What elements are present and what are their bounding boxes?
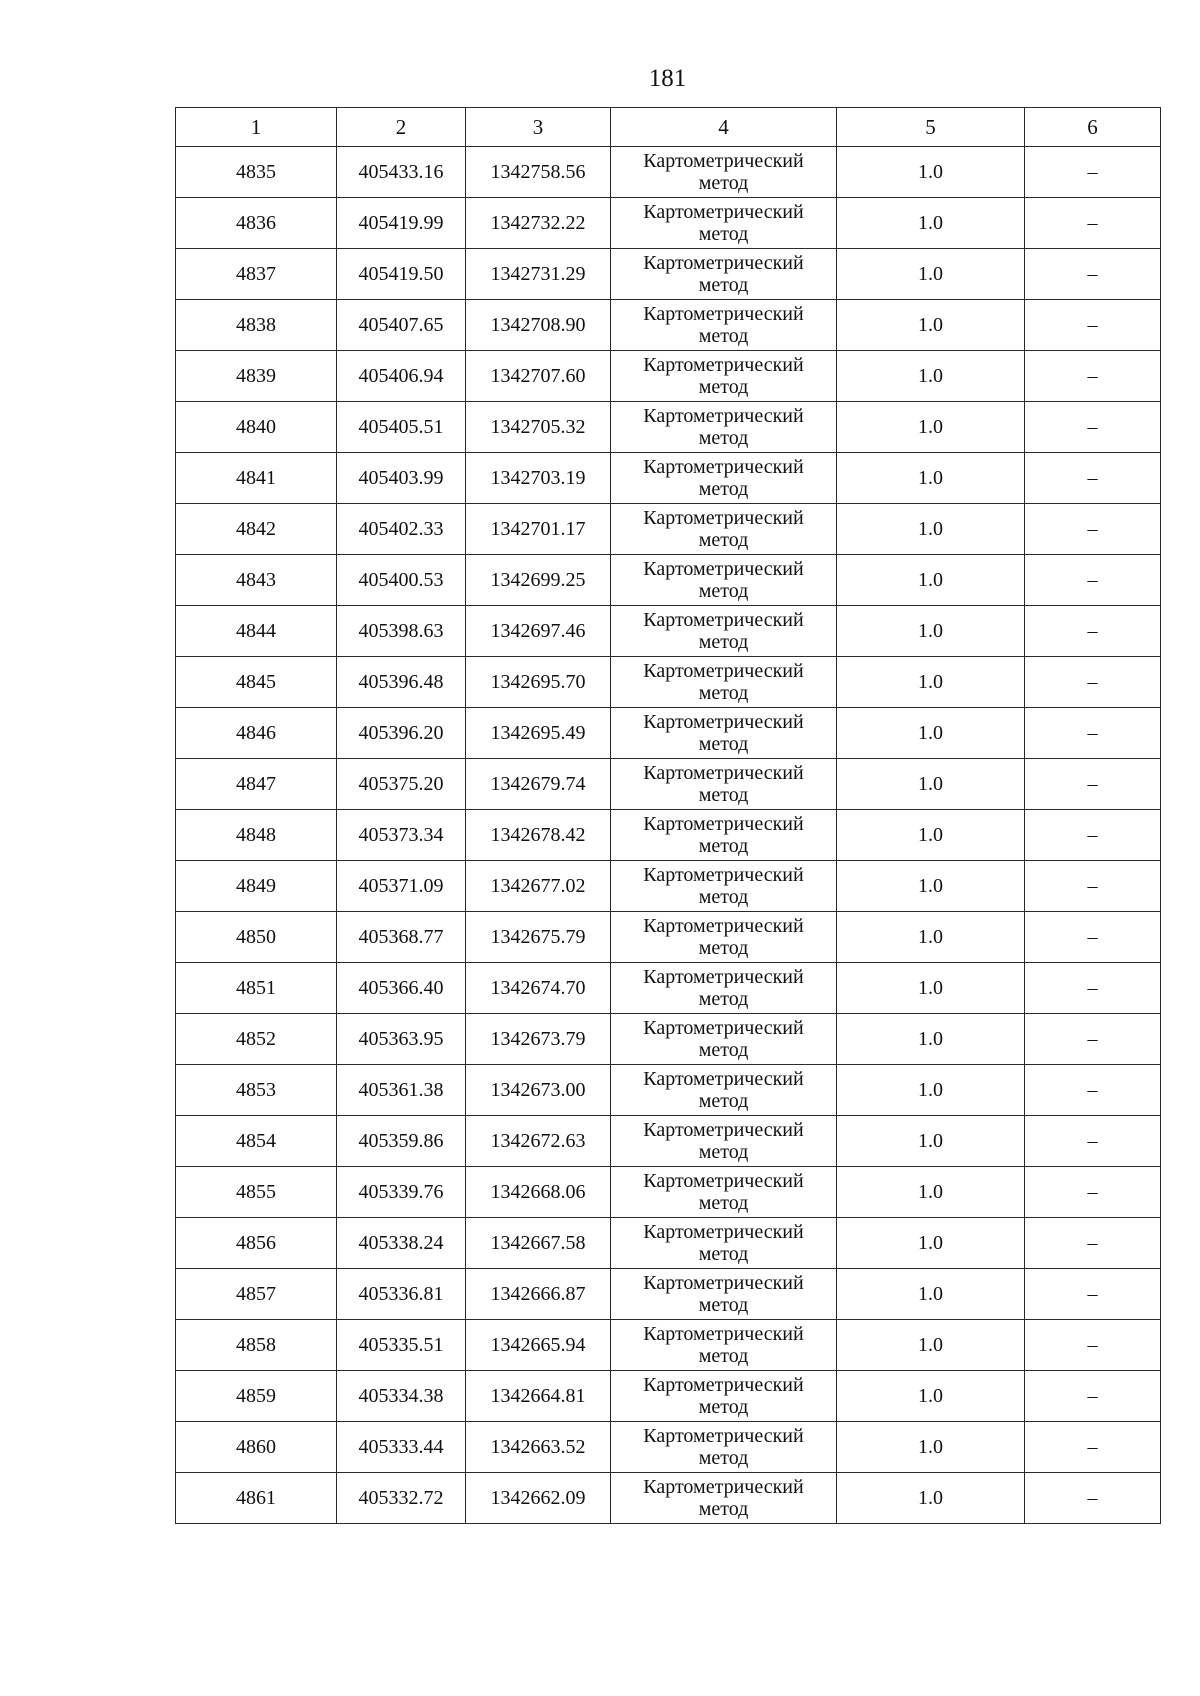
method-line-2: метод [698, 529, 749, 551]
y-coordinate-cell: 1342731.29 [466, 249, 611, 300]
table-row [176, 198, 1161, 249]
y-coordinate-cell: 1342679.74 [466, 759, 611, 810]
accuracy-cell: 1.0 [837, 1371, 1025, 1422]
accuracy-cell: 1.0 [837, 555, 1025, 606]
column-header-1: 1 [176, 108, 337, 147]
accuracy-cell: 1.0 [837, 1473, 1025, 1524]
accuracy-cell: 1.0 [837, 1116, 1025, 1167]
table-row [176, 1320, 1161, 1371]
method-line-1: Картометрический [643, 813, 804, 835]
accuracy-cell: 1.0 [837, 147, 1025, 198]
note-cell: – [1025, 1320, 1161, 1371]
method-line-2: метод [698, 580, 749, 602]
table-row [176, 249, 1161, 300]
point-number-cell: 4839 [176, 351, 337, 402]
table-row [176, 861, 1161, 912]
column-header-2: 2 [337, 108, 466, 147]
point-number-cell: 4835 [176, 147, 337, 198]
point-number-cell: 4854 [176, 1116, 337, 1167]
y-coordinate-cell: 1342701.17 [466, 504, 611, 555]
x-coordinate-cell: 405396.48 [337, 657, 466, 708]
y-coordinate-cell: 1342664.81 [466, 1371, 611, 1422]
y-coordinate-cell: 1342677.02 [466, 861, 611, 912]
method-line-2: метод [698, 172, 749, 194]
point-number-cell: 4843 [176, 555, 337, 606]
y-coordinate-cell: 1342695.49 [466, 708, 611, 759]
method-cell [611, 1473, 837, 1524]
note-cell: – [1025, 402, 1161, 453]
note-cell: – [1025, 912, 1161, 963]
note-cell: – [1025, 504, 1161, 555]
point-number-cell: 4841 [176, 453, 337, 504]
accuracy-cell: 1.0 [837, 759, 1025, 810]
method-cell [611, 300, 837, 351]
x-coordinate-cell: 405419.99 [337, 198, 466, 249]
method-line-2: метод [698, 733, 749, 755]
accuracy-cell: 1.0 [837, 1218, 1025, 1269]
method-line-2: метод [698, 478, 749, 500]
note-cell: – [1025, 1422, 1161, 1473]
note-cell: – [1025, 1116, 1161, 1167]
point-number-cell: 4844 [176, 606, 337, 657]
method-cell [611, 1320, 837, 1371]
accuracy-cell: 1.0 [837, 606, 1025, 657]
y-coordinate-cell: 1342707.60 [466, 351, 611, 402]
method-cell [611, 810, 837, 861]
note-cell: – [1025, 453, 1161, 504]
table-row [176, 657, 1161, 708]
page-number: 181 [648, 65, 687, 92]
method-cell [611, 861, 837, 912]
point-number-cell: 4859 [176, 1371, 337, 1422]
x-coordinate-cell: 405336.81 [337, 1269, 466, 1320]
point-number-cell: 4858 [176, 1320, 337, 1371]
note-cell: – [1025, 1473, 1161, 1524]
accuracy-cell: 1.0 [837, 963, 1025, 1014]
y-coordinate-cell: 1342708.90 [466, 300, 611, 351]
table-row [176, 147, 1161, 198]
method-line-2: метод [698, 1192, 749, 1214]
method-line-2: метод [698, 325, 749, 347]
method-cell [611, 1269, 837, 1320]
point-number-cell: 4853 [176, 1065, 337, 1116]
method-line-1: Картометрический [643, 762, 804, 784]
method-line-2: метод [698, 376, 749, 398]
method-line-2: метод [698, 1396, 749, 1418]
method-cell [611, 198, 837, 249]
method-cell [611, 504, 837, 555]
note-cell: – [1025, 606, 1161, 657]
x-coordinate-cell: 405363.95 [337, 1014, 466, 1065]
y-coordinate-cell: 1342697.46 [466, 606, 611, 657]
method-line-2: метод [698, 1345, 749, 1367]
method-cell [611, 147, 837, 198]
x-coordinate-cell: 405368.77 [337, 912, 466, 963]
note-cell: – [1025, 963, 1161, 1014]
note-cell: – [1025, 759, 1161, 810]
table-row [176, 963, 1161, 1014]
method-line-1: Картометрический [643, 201, 804, 223]
method-line-1: Картометрический [643, 864, 804, 886]
method-line-2: метод [698, 1294, 749, 1316]
accuracy-cell: 1.0 [837, 657, 1025, 708]
x-coordinate-cell: 405338.24 [337, 1218, 466, 1269]
method-line-1: Картометрический [643, 1476, 804, 1498]
accuracy-cell: 1.0 [837, 300, 1025, 351]
method-line-2: метод [698, 1039, 749, 1061]
table-row [176, 351, 1161, 402]
method-line-2: метод [698, 274, 749, 296]
method-line-1: Картометрический [643, 609, 804, 631]
point-number-cell: 4836 [176, 198, 337, 249]
x-coordinate-cell: 405371.09 [337, 861, 466, 912]
table-row [176, 1014, 1161, 1065]
point-number-cell: 4837 [176, 249, 337, 300]
method-line-2: метод [698, 784, 749, 806]
method-line-1: Картометрический [643, 354, 804, 376]
y-coordinate-cell: 1342678.42 [466, 810, 611, 861]
table-row [176, 1371, 1161, 1422]
accuracy-cell: 1.0 [837, 1269, 1025, 1320]
method-cell [611, 1116, 837, 1167]
x-coordinate-cell: 405359.86 [337, 1116, 466, 1167]
table-row [176, 810, 1161, 861]
x-coordinate-cell: 405433.16 [337, 147, 466, 198]
method-line-2: метод [698, 1498, 749, 1520]
x-coordinate-cell: 405398.63 [337, 606, 466, 657]
method-line-2: метод [698, 1447, 749, 1469]
method-line-1: Картометрический [643, 252, 804, 274]
table-row [176, 1116, 1161, 1167]
y-coordinate-cell: 1342675.79 [466, 912, 611, 963]
x-coordinate-cell: 405403.99 [337, 453, 466, 504]
method-line-1: Картометрический [643, 456, 804, 478]
table-row [176, 453, 1161, 504]
x-coordinate-cell: 405335.51 [337, 1320, 466, 1371]
table-body [176, 147, 1161, 1524]
method-cell [611, 1065, 837, 1116]
accuracy-cell: 1.0 [837, 402, 1025, 453]
accuracy-cell: 1.0 [837, 249, 1025, 300]
accuracy-cell: 1.0 [837, 810, 1025, 861]
note-cell: – [1025, 1218, 1161, 1269]
accuracy-cell: 1.0 [837, 708, 1025, 759]
y-coordinate-cell: 1342665.94 [466, 1320, 611, 1371]
method-cell [611, 453, 837, 504]
method-line-1: Картометрический [643, 303, 804, 325]
table-row [176, 1422, 1161, 1473]
table-row [176, 1065, 1161, 1116]
point-number-cell: 4855 [176, 1167, 337, 1218]
point-number-cell: 4840 [176, 402, 337, 453]
column-header-6: 6 [1025, 108, 1161, 147]
method-line-2: метод [698, 937, 749, 959]
method-cell [611, 1167, 837, 1218]
note-cell: – [1025, 861, 1161, 912]
note-cell: – [1025, 1371, 1161, 1422]
method-line-2: метод [698, 1090, 749, 1112]
table-row [176, 504, 1161, 555]
point-number-cell: 4838 [176, 300, 337, 351]
method-line-1: Картометрический [643, 405, 804, 427]
note-cell: – [1025, 1065, 1161, 1116]
accuracy-cell: 1.0 [837, 1065, 1025, 1116]
method-line-1: Картометрический [643, 1221, 804, 1243]
note-cell: – [1025, 1167, 1161, 1218]
y-coordinate-cell: 1342705.32 [466, 402, 611, 453]
table-row [176, 1473, 1161, 1524]
y-coordinate-cell: 1342672.63 [466, 1116, 611, 1167]
note-cell: – [1025, 810, 1161, 861]
x-coordinate-cell: 405334.38 [337, 1371, 466, 1422]
table-row [176, 708, 1161, 759]
method-line-1: Картометрический [643, 1170, 804, 1192]
column-header-4: 4 [611, 108, 837, 147]
x-coordinate-cell: 405366.40 [337, 963, 466, 1014]
x-coordinate-cell: 405373.34 [337, 810, 466, 861]
table-row [176, 555, 1161, 606]
method-line-2: метод [698, 988, 749, 1010]
method-cell [611, 657, 837, 708]
table-row [176, 912, 1161, 963]
method-line-1: Картометрический [643, 558, 804, 580]
note-cell: – [1025, 249, 1161, 300]
x-coordinate-cell: 405375.20 [337, 759, 466, 810]
method-line-1: Картометрический [643, 1068, 804, 1090]
accuracy-cell: 1.0 [837, 861, 1025, 912]
table-row [176, 402, 1161, 453]
method-line-2: метод [698, 1243, 749, 1265]
table-header-row [176, 108, 1161, 147]
method-line-2: метод [698, 427, 749, 449]
y-coordinate-cell: 1342666.87 [466, 1269, 611, 1320]
x-coordinate-cell: 405333.44 [337, 1422, 466, 1473]
note-cell: – [1025, 1269, 1161, 1320]
accuracy-cell: 1.0 [837, 1014, 1025, 1065]
point-number-cell: 4852 [176, 1014, 337, 1065]
point-number-cell: 4847 [176, 759, 337, 810]
method-line-2: метод [698, 223, 749, 245]
method-cell [611, 759, 837, 810]
point-number-cell: 4846 [176, 708, 337, 759]
point-number-cell: 4851 [176, 963, 337, 1014]
x-coordinate-cell: 405405.51 [337, 402, 466, 453]
method-cell [611, 249, 837, 300]
note-cell: – [1025, 708, 1161, 759]
method-line-1: Картометрический [643, 1017, 804, 1039]
method-cell [611, 963, 837, 1014]
x-coordinate-cell: 405406.94 [337, 351, 466, 402]
method-cell [611, 606, 837, 657]
method-line-1: Картометрический [643, 150, 804, 172]
x-coordinate-cell: 405402.33 [337, 504, 466, 555]
y-coordinate-cell: 1342662.09 [466, 1473, 611, 1524]
point-number-cell: 4860 [176, 1422, 337, 1473]
method-line-1: Картометрический [643, 507, 804, 529]
table-row [176, 606, 1161, 657]
note-cell: – [1025, 198, 1161, 249]
x-coordinate-cell: 405407.65 [337, 300, 466, 351]
y-coordinate-cell: 1342703.19 [466, 453, 611, 504]
accuracy-cell: 1.0 [837, 453, 1025, 504]
accuracy-cell: 1.0 [837, 1422, 1025, 1473]
method-cell [611, 708, 837, 759]
column-header-3: 3 [466, 108, 611, 147]
accuracy-cell: 1.0 [837, 198, 1025, 249]
y-coordinate-cell: 1342663.52 [466, 1422, 611, 1473]
method-line-1: Картометрический [643, 1374, 804, 1396]
x-coordinate-cell: 405361.38 [337, 1065, 466, 1116]
y-coordinate-cell: 1342695.70 [466, 657, 611, 708]
accuracy-cell: 1.0 [837, 504, 1025, 555]
accuracy-cell: 1.0 [837, 351, 1025, 402]
method-line-2: метод [698, 835, 749, 857]
table-row [176, 1167, 1161, 1218]
method-line-2: метод [698, 886, 749, 908]
point-number-cell: 4845 [176, 657, 337, 708]
note-cell: – [1025, 657, 1161, 708]
note-cell: – [1025, 555, 1161, 606]
method-line-1: Картометрический [643, 915, 804, 937]
point-number-cell: 4861 [176, 1473, 337, 1524]
point-number-cell: 4849 [176, 861, 337, 912]
method-line-1: Картометрический [643, 1425, 804, 1447]
note-cell: – [1025, 147, 1161, 198]
y-coordinate-cell: 1342674.70 [466, 963, 611, 1014]
coordinates-table [175, 107, 1161, 1524]
y-coordinate-cell: 1342673.00 [466, 1065, 611, 1116]
x-coordinate-cell: 405332.72 [337, 1473, 466, 1524]
y-coordinate-cell: 1342758.56 [466, 147, 611, 198]
x-coordinate-cell: 405419.50 [337, 249, 466, 300]
point-number-cell: 4842 [176, 504, 337, 555]
method-cell [611, 1014, 837, 1065]
method-cell [611, 555, 837, 606]
method-cell [611, 912, 837, 963]
accuracy-cell: 1.0 [837, 1320, 1025, 1371]
method-line-2: метод [698, 631, 749, 653]
method-cell [611, 402, 837, 453]
note-cell: – [1025, 300, 1161, 351]
point-number-cell: 4857 [176, 1269, 337, 1320]
method-cell [611, 1218, 837, 1269]
y-coordinate-cell: 1342699.25 [466, 555, 611, 606]
method-line-1: Картометрический [643, 1119, 804, 1141]
table-row [176, 1269, 1161, 1320]
method-line-1: Картометрический [643, 1272, 804, 1294]
column-header-5: 5 [837, 108, 1025, 147]
point-number-cell: 4856 [176, 1218, 337, 1269]
method-cell [611, 1371, 837, 1422]
method-line-1: Картометрический [643, 966, 804, 988]
note-cell: – [1025, 351, 1161, 402]
table-row [176, 1218, 1161, 1269]
x-coordinate-cell: 405396.20 [337, 708, 466, 759]
method-line-2: метод [698, 682, 749, 704]
table-row [176, 300, 1161, 351]
accuracy-cell: 1.0 [837, 1167, 1025, 1218]
method-cell [611, 351, 837, 402]
note-cell: – [1025, 1014, 1161, 1065]
y-coordinate-cell: 1342673.79 [466, 1014, 611, 1065]
method-cell [611, 1422, 837, 1473]
point-number-cell: 4850 [176, 912, 337, 963]
method-line-1: Картометрический [643, 660, 804, 682]
method-line-2: метод [698, 1141, 749, 1163]
method-line-1: Картометрический [643, 711, 804, 733]
y-coordinate-cell: 1342732.22 [466, 198, 611, 249]
accuracy-cell: 1.0 [837, 912, 1025, 963]
point-number-cell: 4848 [176, 810, 337, 861]
y-coordinate-cell: 1342667.58 [466, 1218, 611, 1269]
method-line-1: Картометрический [643, 1323, 804, 1345]
x-coordinate-cell: 405400.53 [337, 555, 466, 606]
table-row [176, 759, 1161, 810]
x-coordinate-cell: 405339.76 [337, 1167, 466, 1218]
y-coordinate-cell: 1342668.06 [466, 1167, 611, 1218]
